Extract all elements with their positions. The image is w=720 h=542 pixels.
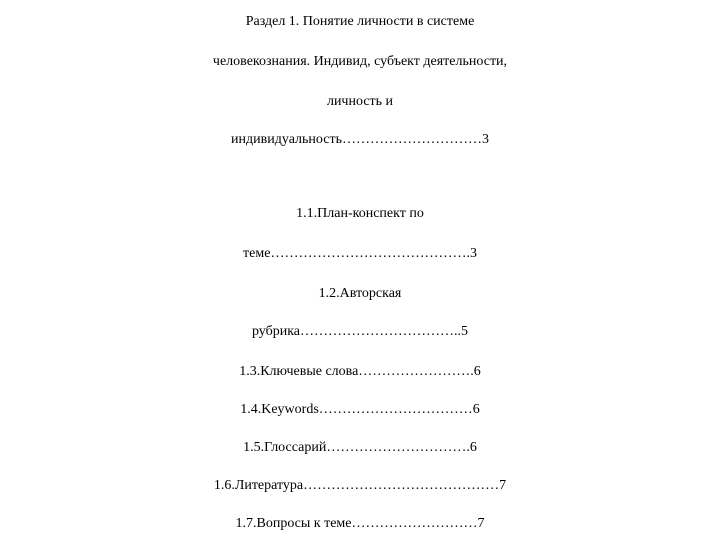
toc-item-1-1-page: теме…………………………………….3 xyxy=(243,246,477,261)
section-heading-line-2: человекознания. Индивид, субъект деятельности, xyxy=(212,54,508,69)
toc-item-1-6: 1.6.Литература……………………………………7 xyxy=(213,478,507,493)
toc-item-1-3: 1.3.Ключевые слова…………………….6 xyxy=(239,364,481,379)
toc-item-1-1-title: 1.1.План-конспект по xyxy=(296,206,424,221)
toc-item-1-2-page: рубрика……………………………..5 xyxy=(251,324,469,339)
toc-item-1-7: 1.7.Вопросы к теме………………………7 xyxy=(235,516,485,531)
section-heading-line-4: индивидуальность…………………………3 xyxy=(231,132,489,147)
toc-item-1-4: 1.4.Keywords……………………………6 xyxy=(240,402,480,417)
toc-item-1-2-title: 1.2.Авторская xyxy=(318,286,402,301)
section-heading-line-3: личность и xyxy=(326,94,394,109)
toc-item-1-5: 1.5.Глоссарий………………………….6 xyxy=(243,440,477,455)
section-heading-line-1: Раздел 1. Понятие личности в системе xyxy=(245,14,475,29)
